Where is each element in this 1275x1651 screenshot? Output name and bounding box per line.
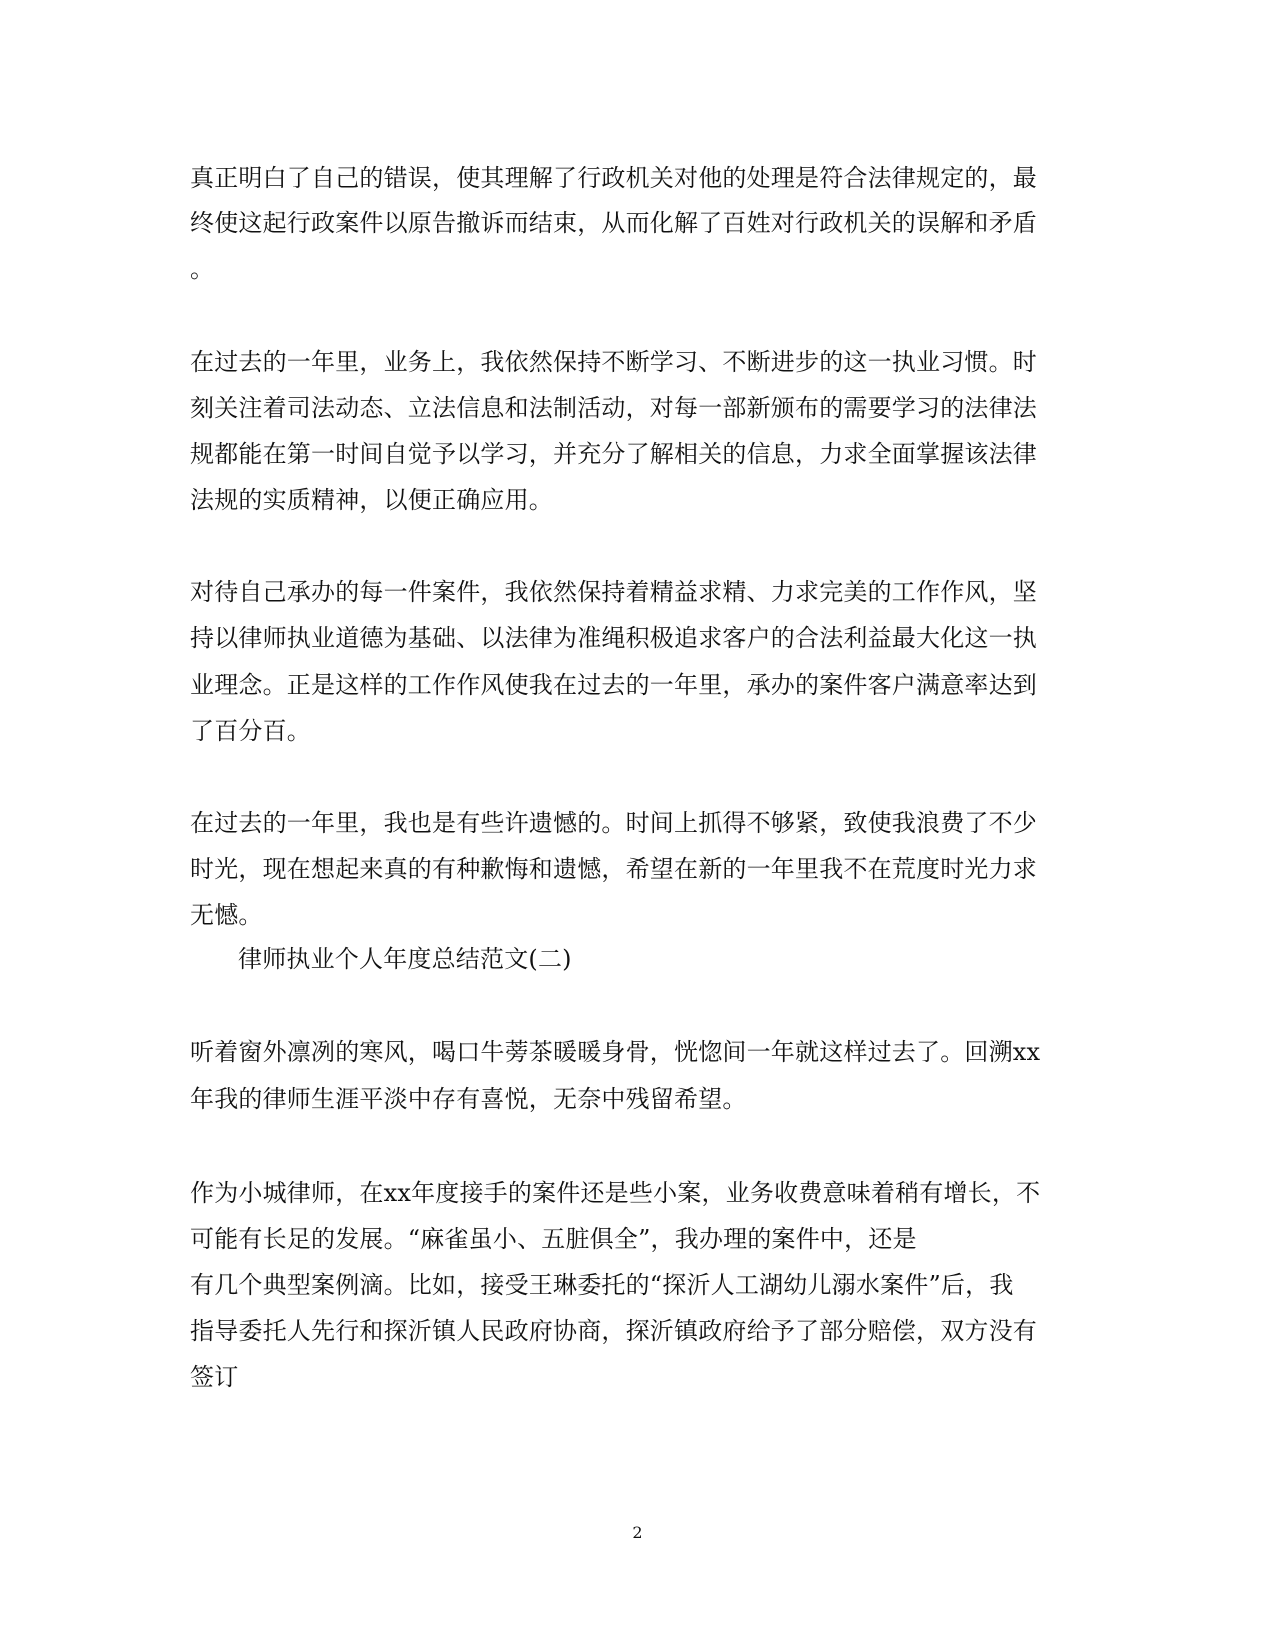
paragraph-5-line-2: 年我的律师生涯平淡中存有喜悦，无奈中残留希望。 <box>190 1085 747 1113</box>
paragraph-4-line-2: 时光，现在想起来真的有种歉悔和遗憾，希望在新的一年里我不在荒度时光力求 <box>190 855 1037 883</box>
paragraph-2-line-1: 在过去的一年里，业务上，我依然保持不断学习、不断进步的这一执业习惯。时 <box>190 348 1037 376</box>
paragraph-4-line-3: 无憾。 <box>190 901 263 929</box>
paragraph-6-line-4: 指导委托人先行和探沂镇人民政府协商，探沂镇政府给予了部分赔偿，双方没有 <box>190 1317 1037 1345</box>
paragraph-2-line-3: 规都能在第一时间自觉予以学习，并充分了解相关的信息，力求全面掌握该法律 <box>190 440 1037 468</box>
paragraph-6-line-3: 有几个典型案例滴。比如，接受王琳委托的“探沂人工湖幼儿溺水案件”后，我 <box>190 1271 1014 1299</box>
paragraph-3-line-1: 对待自己承办的每一件案件，我依然保持着精益求精、力求完美的工作作风，坚 <box>190 578 1037 606</box>
paragraph-3-line-4: 了百分百。 <box>190 717 311 745</box>
section-heading: 律师执业个人年度总结范文(二) <box>238 945 572 973</box>
paragraph-6-line-2: 可能有长足的发展。“麻雀虽小、五脏俱全”，我办理的案件中，还是 <box>190 1225 917 1253</box>
paragraph-1-line-1: 真正明白了自己的错误，使其理解了行政机关对他的处理是符合法律规定的，最 <box>190 164 1037 192</box>
paragraph-6-line-1: 作为小城律师，在xx年度接手的案件还是些小案，业务收费意味着稍有增长，不 <box>190 1179 1041 1207</box>
paragraph-2-line-2: 刻关注着司法动态、立法信息和法制活动，对每一部新颁布的需要学习的法律法 <box>190 394 1037 422</box>
paragraph-6-line-5: 签订 <box>190 1363 239 1391</box>
paragraph-3-line-2: 持以律师执业道德为基础、以法律为准绳积极追求客户的合法利益最大化这一执 <box>190 624 1037 652</box>
paragraph-1-line-2: 终使这起行政案件以原告撤诉而结束，从而化解了百姓对行政机关的误解和矛盾 <box>190 209 1037 237</box>
paragraph-1-line-3: 。 <box>190 255 215 283</box>
paragraph-4-line-1: 在过去的一年里，我也是有些许遗憾的。时间上抓得不够紧，致使我浪费了不少 <box>190 809 1037 837</box>
paragraph-2-line-4: 法规的实质精神，以便正确应用。 <box>190 486 553 514</box>
paragraph-5-line-1: 听着窗外凛冽的寒风，喝口牛蒡茶暖暖身骨，恍惚间一年就这样过去了。回溯xx <box>190 1038 1041 1066</box>
page-number: 2 <box>632 1523 643 1542</box>
paragraph-3-line-3: 业理念。正是这样的工作作风使我在过去的一年里，承办的案件客户满意率达到 <box>190 671 1037 699</box>
